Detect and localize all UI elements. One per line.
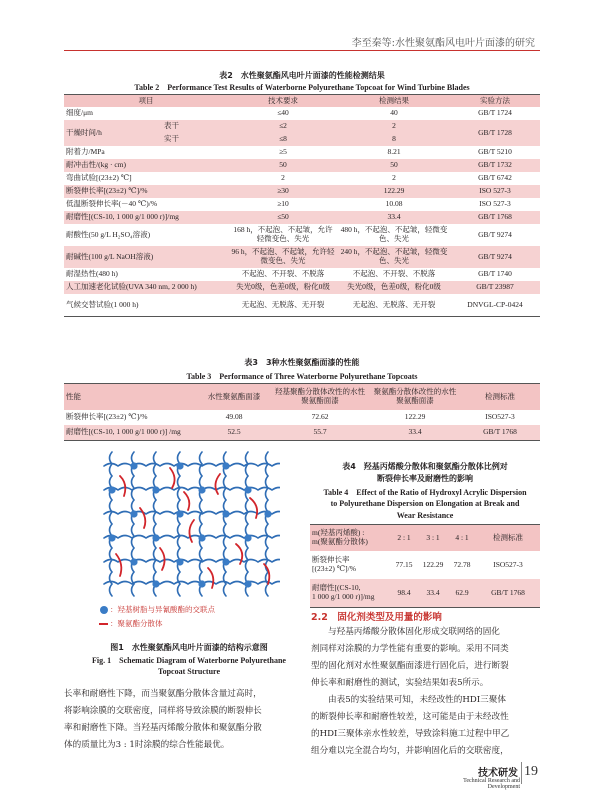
table2-header-item: 项目: [64, 95, 228, 108]
table3-cell: GB/T 1768: [460, 425, 540, 441]
left-paragraph: [64, 686, 318, 754]
table2-cell: 2: [338, 120, 450, 133]
table2-cell: 40: [390, 108, 398, 118]
table-row: [64, 268, 540, 281]
table2-cell: ISO 527-3: [450, 185, 540, 198]
table2-cell: 耐酸性(50 g/L H₂SO₄溶液): [66, 229, 151, 239]
crosslink-point: [198, 534, 205, 541]
network-strand: [178, 452, 181, 596]
table2-cell: 干燥时间/h: [64, 120, 162, 146]
figure1-caption-en-2: Topcoat Structure: [158, 667, 220, 676]
table4-header: 检测标准: [476, 525, 540, 552]
table4-caption-en-1: Table 4 Effect of the Ratio of Hydroxyl Acrylic Dispersion: [323, 488, 527, 497]
crosslink-point: [130, 462, 137, 469]
table3-cell: 断裂伸长率[(23±2) ℃]/%: [66, 412, 148, 422]
table2-cell: 表干: [162, 120, 228, 133]
table2-cell: ≤8: [228, 133, 338, 146]
network-strand: [266, 452, 269, 596]
table3-header: 水性聚氨酯面漆: [198, 384, 270, 411]
table-row: [64, 211, 540, 224]
table3: [64, 383, 540, 441]
table2-header-req: 技术要求: [228, 95, 338, 108]
table2-cell: ≥30: [228, 185, 338, 198]
table3-header: 性能: [64, 384, 198, 411]
table2-cell: GB/T 1732: [450, 159, 540, 172]
table2-cell: GB/T 23987: [450, 281, 540, 294]
table-row: [64, 198, 540, 211]
table3-header: 羟基聚酯分散体改性的水性聚氨酯面漆: [270, 384, 370, 411]
table3-cell: 52.5: [198, 425, 270, 441]
table2-cell: 耐湿热性(480 h): [66, 269, 118, 279]
crosslink-point: [222, 510, 229, 517]
table4-row-label-line1: 断裂伸长率: [312, 555, 350, 565]
table3-caption-en: Table 3 Performance of Three Waterborne Polyurethane Topcoats: [186, 372, 418, 381]
network-strand: [110, 452, 113, 596]
section-title: 2.2 固化剂类型及用量的影响: [311, 612, 442, 623]
text-line: 型的固化剂对水性聚氨酯面漆进行固化后，进行断裂: [311, 661, 509, 671]
network-strand: [104, 464, 280, 467]
table2-cell: GB/T 5210: [478, 147, 512, 157]
table2-cell: 不起泡、不开裂、不脱落: [241, 269, 325, 279]
table2-cell: 耐碱性(100 g/L NaOH溶液): [64, 246, 228, 268]
table3-caption-cn: 表3 3种水性聚氨酯面漆的性能: [244, 358, 360, 367]
table2-cell: GB/T 1728: [450, 120, 540, 146]
table4-caption-cn-2: 断裂伸长率及耐磨性的影响: [377, 474, 473, 483]
text-line: 的HDI三聚体亲水性较差，导致涂料施工过程中甲乙: [311, 729, 510, 739]
table2-cell: DNVGL-CP-0424: [467, 299, 523, 309]
table3-header: 聚氨酯分散体改性的水性聚氨酯面漆: [370, 384, 460, 411]
structure-schematic: [100, 448, 280, 598]
table2-cell: 细度/μm: [66, 108, 93, 118]
pud-segment: [250, 498, 257, 518]
crosslink-point: [108, 486, 115, 493]
table4-row-label: [310, 579, 390, 608]
table-row: [310, 579, 540, 608]
table3-cell: 33.4: [370, 425, 460, 441]
crosslink-point: [152, 580, 159, 587]
table2-cell: 失光0级，色差0级，粉化0级: [338, 281, 450, 294]
section-paragraph-1: [311, 624, 541, 692]
table4-cell: 77.15: [395, 559, 413, 569]
table2-cell: GB/T 1740: [478, 269, 512, 279]
pud-segment: [120, 476, 125, 496]
table2-cell: 240 h，不起泡、不起皱，轻微变色、失光: [338, 246, 450, 268]
text-line: 的断裂伸长率和耐磨性较差，这可能是由于未经改性: [311, 712, 509, 722]
table2-cell: ISO 527-3: [479, 199, 511, 209]
text-line: 伸长率和耐磨性的测试，实验结果如表5所示。: [311, 678, 489, 688]
table4-header: 3 : 1: [418, 525, 448, 552]
network-strand: [104, 536, 280, 539]
journal-name-en: Technical Research and Development: [463, 778, 520, 790]
footer-divider: [521, 762, 522, 784]
table2-cell: 8: [338, 133, 450, 146]
table4-cell: 122.29: [422, 559, 444, 569]
crosslink-point: [108, 534, 115, 541]
network-strand: [200, 452, 203, 596]
table4-caption-cn-1: 表4 羟基丙烯酸分散体和聚氨酯分散体比例对: [342, 462, 508, 471]
table2-cell: ≤2: [228, 120, 338, 133]
network-strand: [104, 488, 280, 491]
table3-cell: ISO527-3: [485, 412, 515, 422]
figure1-caption-en-1: Fig. 1 Schematic Diagram of Waterborne Polyurethane: [92, 656, 286, 665]
table2-cell: 50: [228, 159, 338, 172]
table2-cell: GB/T 6742: [478, 173, 512, 183]
table2-cell: ≤40: [277, 108, 289, 118]
table2-cell: ≥5: [279, 147, 287, 157]
pud-segment: [160, 548, 165, 570]
table-row: [64, 224, 540, 246]
pud-segment: [215, 474, 220, 494]
pud-segment: [184, 492, 189, 510]
table4-header-item: [310, 525, 390, 552]
crosslink-point: [176, 462, 183, 469]
table2-cell: 无起泡、无脱落、无开裂: [241, 299, 325, 309]
table2-cell: 33.4: [338, 211, 450, 224]
table3-cell: 55.7: [270, 425, 370, 441]
table-row: [64, 246, 540, 268]
table2-cell: GB/T 9274: [450, 246, 540, 268]
table4-header-item-line1: m(羟基丙烯酸) :: [312, 528, 365, 538]
text-line: 与羟基丙烯酸分散体固化形成交联网络的固化: [328, 627, 500, 637]
table-row: [64, 172, 540, 185]
text-line: 体的质量比为3 : 1时涂膜的综合性能最优。: [64, 740, 230, 750]
crosslink-point: [152, 486, 159, 493]
text-line: 组分难以完全混合均匀，并影响固化后的交联密度，: [311, 746, 509, 756]
table2-cell: ≥10: [277, 199, 289, 209]
table-row: [310, 551, 540, 579]
table2-cell: 耐磨性[(CS-10, 1 000 g/1 000 r)]/mg: [64, 211, 228, 224]
table4-cell: GB/T 1768: [476, 579, 540, 608]
table2-cell: 2: [392, 173, 396, 183]
table-row: [64, 146, 540, 159]
table2-cell: 弯曲试验[(23±2) ℃]: [66, 173, 132, 183]
table2-cell: 低温断裂伸长率(－40 ℃)/%: [66, 199, 158, 209]
crosslink-point: [152, 534, 159, 541]
crosslink-point: [244, 580, 251, 587]
pud-segment: [208, 568, 213, 588]
table2-header-method: 实验方法: [450, 95, 540, 108]
page-number: 19: [524, 764, 538, 779]
table2-cell: 8.21: [387, 147, 401, 157]
table2-cell: 实干: [162, 133, 228, 146]
text-line: 将影响涂膜的交联密度，同样将导致涂膜的断裂伸长: [64, 706, 262, 716]
table3-cell: 耐磨性[(CS-10, 1 000 g/1 000 r)] /mg: [64, 425, 198, 441]
table-row: [64, 410, 540, 425]
crosslink-point: [198, 486, 205, 493]
crosslink-point: [130, 510, 137, 517]
crosslink-point: [244, 486, 251, 493]
table2: [64, 94, 540, 317]
crosslink-point: [176, 558, 183, 565]
table4-row-label-line2: [(23±2) ℃]/%: [312, 564, 356, 573]
network-strand: [224, 452, 227, 596]
table4-cell: 62.9: [448, 579, 476, 608]
table2-cell: GB/T 1768: [450, 211, 540, 224]
table4-row-label: [310, 551, 390, 579]
table2-caption-cn: 表2 水性聚氨酯风电叶片面漆的性能检测结果: [219, 71, 385, 80]
table-row: [64, 185, 540, 198]
table3-cell: 72.62: [311, 412, 329, 422]
table2-cell: 断裂伸长率[(23±2) ℃]/%: [64, 185, 228, 198]
figure1-caption-cn: 图1 水性聚氨酯风电叶片面漆的结构示意图: [110, 643, 268, 652]
table2-cell: 失光0级，色差0级，粉化0级: [228, 281, 338, 294]
network-strand: [104, 560, 280, 563]
crosslink-point: [244, 534, 251, 541]
table2-cell: 气候交替试验(1 000 h): [66, 299, 139, 309]
text-line: 长率和耐磨性下降，而当聚氨酯分散体含量过高时，: [64, 689, 262, 699]
table-row: [64, 159, 540, 172]
table2-cell: 人工加速老化试验(UVA 340 nm, 2 000 h): [64, 281, 228, 294]
table4-header: 4 : 1: [448, 525, 476, 552]
text-line: 剂同样对涂膜的力学性能有重要的影响。采用不同类: [311, 644, 509, 654]
table4: [310, 524, 540, 608]
journal-name-cn: 技术研发: [478, 768, 518, 779]
crosslink-point: [198, 580, 205, 587]
table3-header: 检测标准: [460, 384, 540, 411]
table2-cell: ≤50: [228, 211, 338, 224]
table2-cell: GB/T 1724: [478, 108, 512, 118]
table-row: [64, 107, 540, 120]
crosslink-point: [130, 558, 137, 565]
table4-row-label-line1: 耐磨性[(CS-10,: [312, 583, 361, 593]
pud-segment: [189, 520, 194, 542]
table2-header-res: 检测结果: [338, 95, 450, 108]
table2-cell: 耐冲击性/(kg · cm): [64, 159, 228, 172]
table2-cell: 不起泡、不开裂、不脱落: [352, 269, 436, 279]
table-row: [64, 425, 540, 441]
pud-line-icon: [99, 623, 108, 625]
text-line: 率和耐磨性下降。当羟基丙烯酸分散体和聚氨酯分散: [64, 723, 262, 733]
table4-header: 2 : 1: [390, 525, 418, 552]
table2-caption-en: Table 2 Performance Test Results of Waterborne Polyurethane Topcoat for Wind Turbine Blades: [134, 83, 470, 92]
table2-cell: 122.29: [338, 185, 450, 198]
network-strand: [154, 452, 157, 596]
pud-segment: [170, 468, 175, 488]
table4-header-item-line2: m(聚氨酯分散体): [312, 537, 368, 546]
network-strand: [246, 452, 249, 596]
table2-cell: 96 h，不起泡、不起皱，允许轻微变色、失光: [228, 246, 338, 268]
crosslink-point: [222, 558, 229, 565]
table2-cell: 480 h，不起泡、不起皱，轻微变色、失光: [340, 225, 448, 243]
table2-cell: 10.08: [385, 199, 403, 209]
table2-cell: 168 h，不起泡、不起皱，允许轻微变色、失光: [233, 225, 333, 243]
table4-caption-en-2: to Polyurethane Dispersion on Elongation at Break and: [330, 499, 520, 508]
legend-crosslink: ：羟基树脂与异氰酸酯的交联点: [110, 605, 215, 614]
table4-cell: 72.78: [453, 559, 471, 569]
table4-cell: ISO527-3: [493, 559, 523, 569]
table2-cell: GB/T 9274: [478, 229, 512, 239]
table-row: [64, 294, 540, 317]
table2-cell: 附着力/MPa: [66, 147, 105, 157]
running-head: 李至秦等:水性聚氨酯风电叶片面漆的研究: [351, 38, 535, 49]
table4-cell: 98.4: [390, 579, 418, 608]
pud-segment: [116, 554, 121, 576]
table-row: [64, 120, 540, 133]
section-paragraph-2: [311, 692, 541, 760]
text-line: 由表5的实验结果可知，未经改性的HDI三聚体: [328, 695, 506, 705]
crosslink-point: [264, 510, 271, 517]
network-strand: [104, 512, 280, 515]
crosslink-point: [176, 510, 183, 517]
table2-cell: 50: [338, 159, 450, 172]
table4-caption-en-3: Wear Resistance: [396, 511, 454, 520]
pud-segment: [236, 544, 242, 564]
table3-cell: 122.29: [404, 412, 426, 422]
table2-cell: 2: [281, 173, 285, 183]
network-strand: [104, 582, 280, 585]
table-row: [64, 281, 540, 294]
table4-row-label-line2: 1 000 g/1 000 r)]/mg: [312, 592, 375, 601]
network-strand: [132, 452, 135, 596]
crosslink-dot-icon: [100, 606, 108, 614]
crosslink-point: [222, 462, 229, 469]
legend-pud: ：聚氨酯分散体: [110, 619, 163, 628]
table2-cell: 无起泡、无脱落、无开裂: [352, 299, 436, 309]
table3-cell: 49.08: [225, 412, 243, 422]
table4-cell: 33.4: [418, 579, 448, 608]
running-head-rule: [64, 50, 540, 51]
